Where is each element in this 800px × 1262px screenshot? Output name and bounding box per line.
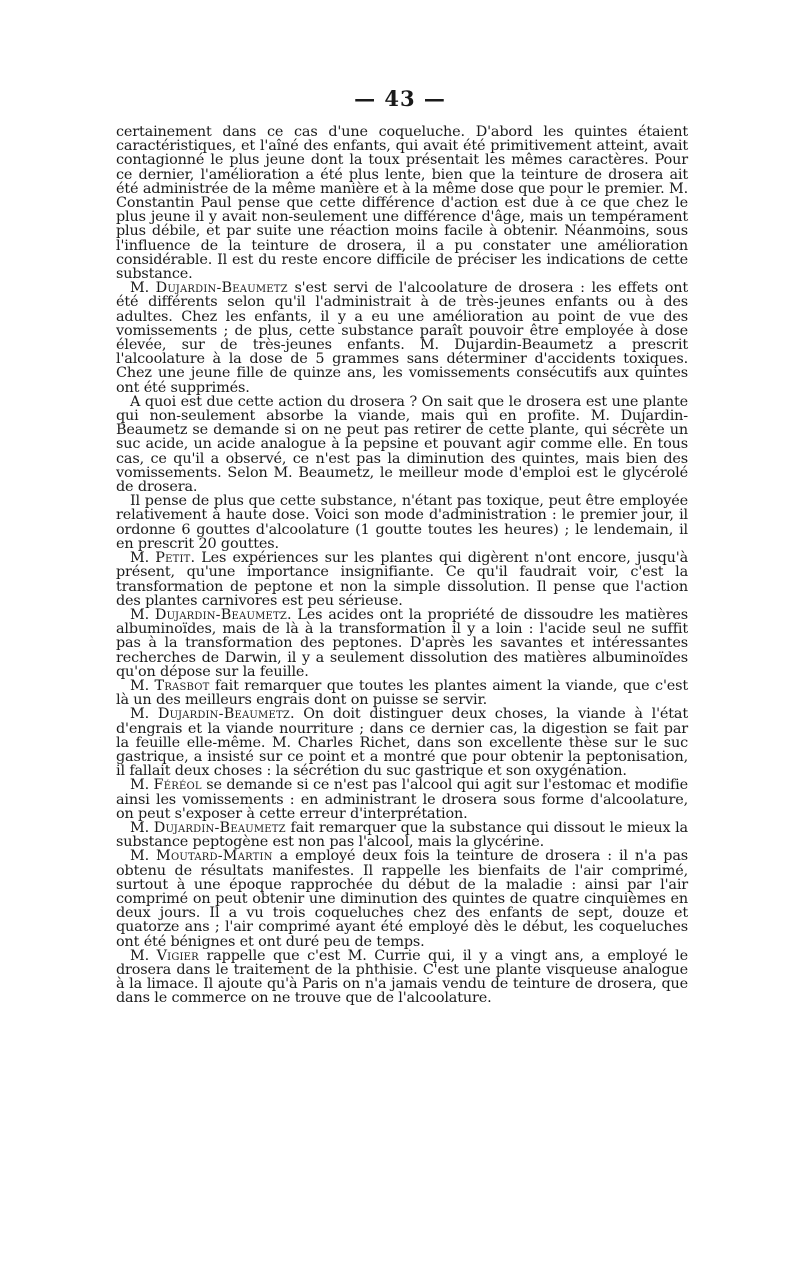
speaker-name: Trasbot — [154, 677, 210, 694]
paragraph-text: rappelle que c'est M. Currie qui, il y a vingt ans, a employé le drosera dans le traitement de la phthisie. C'est une plante visqueuse analogue à la limace. Il ajoute qu'à Paris on n'a jamais vendu de teinture de drosera, que dans le commerce on ne trouve que de l'alcoolature. — [116, 947, 688, 1007]
paragraph-text: M. — [130, 280, 156, 297]
paragraph-text: M. — [130, 777, 154, 794]
paragraph-text: fait remarquer que la substance qui dissout le mieux la substance peptogène est non pas l'alcool, mais la glycérine. — [116, 819, 688, 851]
speaker-name: Féréol — [153, 777, 202, 794]
paragraph-text: A quoi est due cette action du drosera ? On sait que le drosera est une plante qui non-seulement absorbe la viande, mais qui en profite. M. Dujardin-Beaumetz se demande si on ne peut pas retirer de cette plante, qui sécrète un suc acide, un acide analogue à la pepsine et pouvant agir comme elle. En tous cas, ce qu'il a observé, ce n'est pas la diminution des quintes, mais bien des vomissements. Selon M. Beaumetz, le meilleur mode d'emploi est le glycérolé de drosera. — [116, 393, 688, 496]
paragraph-text: certainement dans ce cas d'une coqueluche. D'abord les quintes étaient caractéristiques, et l'aîné des enfants, qui avait été primitivement atteint, avait contagionné le plus jeune dont la toux présentait les mêmes caractères. Pour ce dernier, l'amélioration a été plus lente, bien que la teinture de drosera ait été administrée de la même manière et à la même dose que pour le premier. M. Constantin Paul pense que cette différence d'action est due à ce que chez le plus jeune il y avait non-seulement une différence d'âge, mais un tempérament plus débile, et par suite une réaction moins facile à obtenir. Néanmoins, sous l'influence de la teinture de drosera, il a pu constater une amélioration considérable. Il est du reste encore difficile de préciser les indications de cette substance. — [116, 124, 688, 283]
speaker-name: Moutard-Martin — [156, 848, 273, 865]
paragraph — [116, 821, 688, 849]
speaker-name: Dujardin-Beaumetz — [157, 706, 290, 723]
paragraph — [116, 551, 688, 608]
paragraph — [116, 494, 688, 551]
paragraph-text: M. — [130, 706, 158, 723]
paragraph — [116, 395, 688, 494]
paragraph-text: se demande si ce n'est pas l'alcool qui agit sur l'estomac et modifie ainsi les vomissements : en administrant le drosera sous forme d'alcoolature, on peut s'exposer à cette erreur d'interprétation. — [116, 777, 688, 822]
paragraph-text: M. — [130, 677, 155, 694]
paragraph-text: M. — [130, 947, 157, 964]
paragraph — [116, 707, 688, 778]
paragraph — [116, 125, 688, 281]
paragraph-text: . Les expériences sur les plantes qui digèrent n'ont encore, jusqu'à présent, qu'une importance insignifiante. Ce qu'il faudrait voir, c'est la transformation de peptone et non la simple dissolution. Il pense que l'action des plantes carnivores est peu sérieuse. — [116, 550, 688, 609]
paragraph-text: s'est servi de l'alcoolature de drosera : les effets ont été différents selon qu'il l'administrait à de très-jeunes enfants ou à des adultes. Chez les enfants, il y a eu une amélioration au point de vue des vomissements ; de plus, cette substance paraît pouvoir être employée à dose élevée, sur de très-jeunes enfants. M. Dujardin-Beaumetz a prescrit l'alcoolature à la dose de 5 grammes sans déterminer d'accidents toxiques. Chez une jeune fille de quinze ans, les vomissements consécutifs aux quintes ont été supprimés. — [116, 280, 689, 396]
paragraph — [116, 608, 688, 679]
paragraph-text: . Les acides ont la propriété de dissoudre les matières albuminoïdes, mais de là à la transformation il y a loin : l'acide seul ne suffit pas à la transformation des peptones. D'après les savantes et intéressantes recherches de Darwin, il y a seulement dissolution des matières albuminoïdes qu'on dépose sur la feuille. — [116, 606, 688, 680]
paragraph-text: fait remarquer que toutes les plantes aiment la viande, que c'est là un des meilleurs engrais dont on puisse se servir. — [116, 677, 688, 709]
paragraph-text: M. — [130, 550, 156, 567]
paragraph — [116, 949, 688, 1006]
paragraph — [116, 281, 688, 395]
paragraph-text: M. — [130, 606, 155, 623]
speaker-name: Petit — [155, 550, 191, 567]
body-text — [116, 125, 688, 1006]
paragraph-text: a employé deux fois la teinture de drosera : il n'a pas obtenu de résultats manifestes. Il rappelle les bienfaits de l'air comprimé, surtout à une époque rapprochée du début de la maladie : ainsi par l'air comprimé on peut obtenir une diminution des quintes de quatre cinquièmes en deux jours. Il a vu trois coqueluches chez des enfants de sept, douze et quatorze ans ; l'air comprimé ayant été employé dès le début, les coqueluches ont été bénignes et ont duré peu de temps. — [116, 848, 689, 950]
paragraph-text: . On doit distinguer deux choses, la viande à l'état d'engrais et la viande nourriture ; dans ce dernier cas, la digestion se fait par la feuille elle-même. M. Charles Richet, dans son excellente thèse sur le suc gastrique, a insisté sur ce point et a montré que pour obtenir la peptonisation, il fallait deux choses : la sécrétion du suc gastrique et son oxygénation. — [116, 706, 688, 780]
paragraph-text: M. — [130, 819, 154, 836]
speaker-name: Dujardin-Beaumetz — [155, 280, 288, 297]
speaker-name: Dujardin-Beaumetz — [153, 819, 286, 836]
speaker-name: Vigier — [156, 947, 199, 964]
paragraph-text: M. — [130, 848, 157, 865]
paragraph — [116, 778, 688, 821]
page-number: — 43 — — [354, 86, 446, 111]
paragraph-text: Il pense de plus que cette substance, n'étant pas toxique, peut être employée relativement à haute dose. Voici son mode d'administration : le premier jour, il ordonne 6 gouttes d'alcoolature (1 goutte toutes les heures) ; le lendemain, il en prescrit 20 gouttes. — [116, 493, 688, 552]
speaker-name: Dujardin-Beaumetz — [154, 606, 288, 623]
paragraph — [116, 849, 688, 948]
paragraph — [116, 679, 688, 707]
